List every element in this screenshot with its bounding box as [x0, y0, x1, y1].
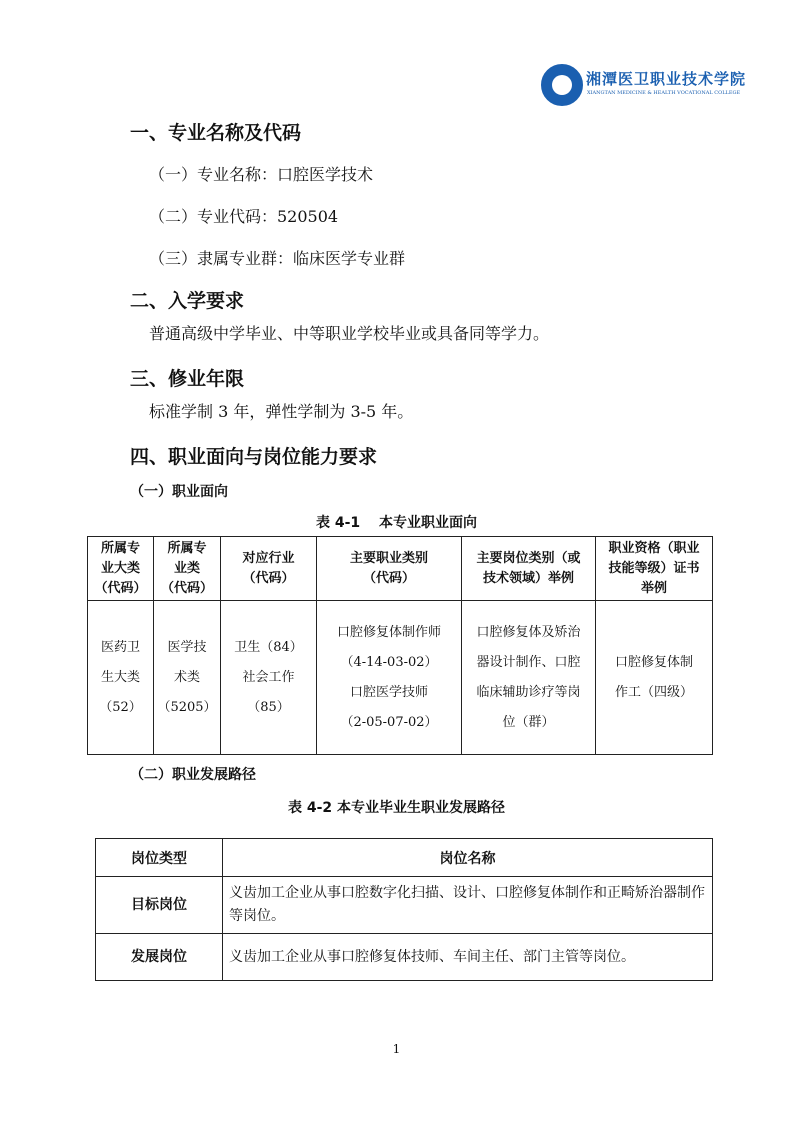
cell-line: 口腔修复体制: [614, 654, 693, 670]
header-line: 业大类: [100, 560, 140, 576]
table2-caption: 表 4-2 本专业毕业生职业发展路径: [287, 800, 506, 816]
duration-text: 标准学制 3 年，弹性学制为 3-5 年。: [149, 402, 414, 421]
cell-line: （2-05-07-02）: [340, 714, 438, 730]
table-header-row: [88, 537, 713, 601]
position-type: 目标岗位: [96, 877, 223, 934]
header-line: 主要职业类别: [349, 550, 428, 566]
position-name: 义齿加工企业从事口腔数字化扫描、设计、口腔修复体制作和正畸矫治器制作等岗位。: [223, 877, 713, 934]
cell-line: （5205）: [157, 699, 217, 715]
cell-line: 作工（四级）: [614, 684, 693, 700]
major-group: （三）隶属专业群：临床医学专业群: [149, 249, 406, 268]
major-code: （二）专业代码：520504: [149, 207, 339, 226]
table-row: [96, 934, 713, 981]
header-line: 所属专: [100, 540, 140, 556]
cell-line: 术类: [173, 669, 200, 685]
table-header-cell: [221, 537, 317, 601]
header-line: （代码）: [160, 580, 213, 596]
position-type: 发展岗位: [96, 934, 223, 981]
header-line: 技能等级）证书: [608, 560, 700, 576]
header-line: 所属专: [167, 540, 207, 556]
career-path-table: [95, 838, 713, 981]
section-1-title: 一、专业名称及代码: [130, 122, 302, 144]
college-logo-icon: [541, 64, 583, 106]
table-cell: [317, 601, 462, 755]
header-line: 技术领域）举例: [482, 570, 574, 586]
cell-line: 器设计制作、口腔: [476, 654, 581, 670]
cell-line: 卫生（84）: [234, 639, 303, 655]
header-line: 对应行业: [242, 550, 295, 566]
table-header-cell: [88, 537, 154, 601]
table-row: [88, 601, 713, 755]
cell-line: （4-14-03-02）: [340, 654, 438, 670]
header-line: （代码）: [94, 580, 147, 596]
major-name: （一）专业名称：口腔医学技术: [149, 165, 374, 184]
page-number: 1: [392, 1042, 401, 1056]
table-row: [96, 877, 713, 934]
section-4-title: 四、职业面向与岗位能力要求: [130, 446, 378, 468]
header-line: （代码）: [362, 570, 415, 586]
subsection-development: （二）职业发展路径: [130, 767, 256, 783]
table-header-cell: [317, 537, 462, 601]
table-cell: [221, 601, 317, 755]
cell-line: 临床辅助诊疗等岗: [476, 684, 581, 700]
cell-line: （85）: [247, 699, 290, 715]
table-header-cell: [596, 537, 713, 601]
header-line: 举例: [640, 580, 667, 596]
header-line: 职业资格（职业: [608, 540, 700, 556]
cell-line: （52）: [99, 699, 142, 715]
table-cell: [154, 601, 221, 755]
admission-text: 普通高级中学毕业、中等职业学校毕业或具备同等学力。: [149, 324, 550, 343]
cell-line: 医药卫: [100, 639, 140, 655]
cell-line: 社会工作: [242, 669, 295, 685]
table1-caption: 表 4-1 本专业职业面向: [315, 515, 478, 531]
section-2-title: 二、入学要求: [130, 290, 245, 312]
header-line: 业类: [173, 560, 200, 576]
table-header-cell: [154, 537, 221, 601]
header-position-type: 岗位类型: [96, 839, 223, 877]
logo-name-cn: 湘潭医卫职业技术学院: [586, 70, 747, 88]
cell-line: 医学技: [167, 639, 207, 655]
cell-line: 口腔修复体及矫治: [476, 624, 581, 640]
header-position-name: 岗位名称: [223, 839, 713, 877]
cell-line: 生大类: [100, 669, 140, 685]
subsection-career: （一）职业面向: [130, 484, 228, 500]
section-3-title: 三、修业年限: [130, 368, 245, 390]
cell-line: 位（群）: [502, 714, 555, 730]
table-header-cell: [462, 537, 596, 601]
career-orientation-table: [87, 536, 713, 755]
table-cell: [596, 601, 713, 755]
cell-line: 口腔修复体制作师: [336, 624, 441, 640]
table-cell: [88, 601, 154, 755]
logo-name-en: XIANGTAN MEDICINE & HEALTH VOCATIONAL COLLEGE: [587, 90, 741, 96]
header-line: 主要岗位类别（或: [476, 550, 581, 566]
cell-line: 口腔医学技师: [349, 684, 428, 700]
table-cell: [462, 601, 596, 755]
header-line: （代码）: [242, 570, 295, 586]
position-name: 义齿加工企业从事口腔修复体技师、车间主任、部门主管等岗位。: [223, 934, 713, 981]
